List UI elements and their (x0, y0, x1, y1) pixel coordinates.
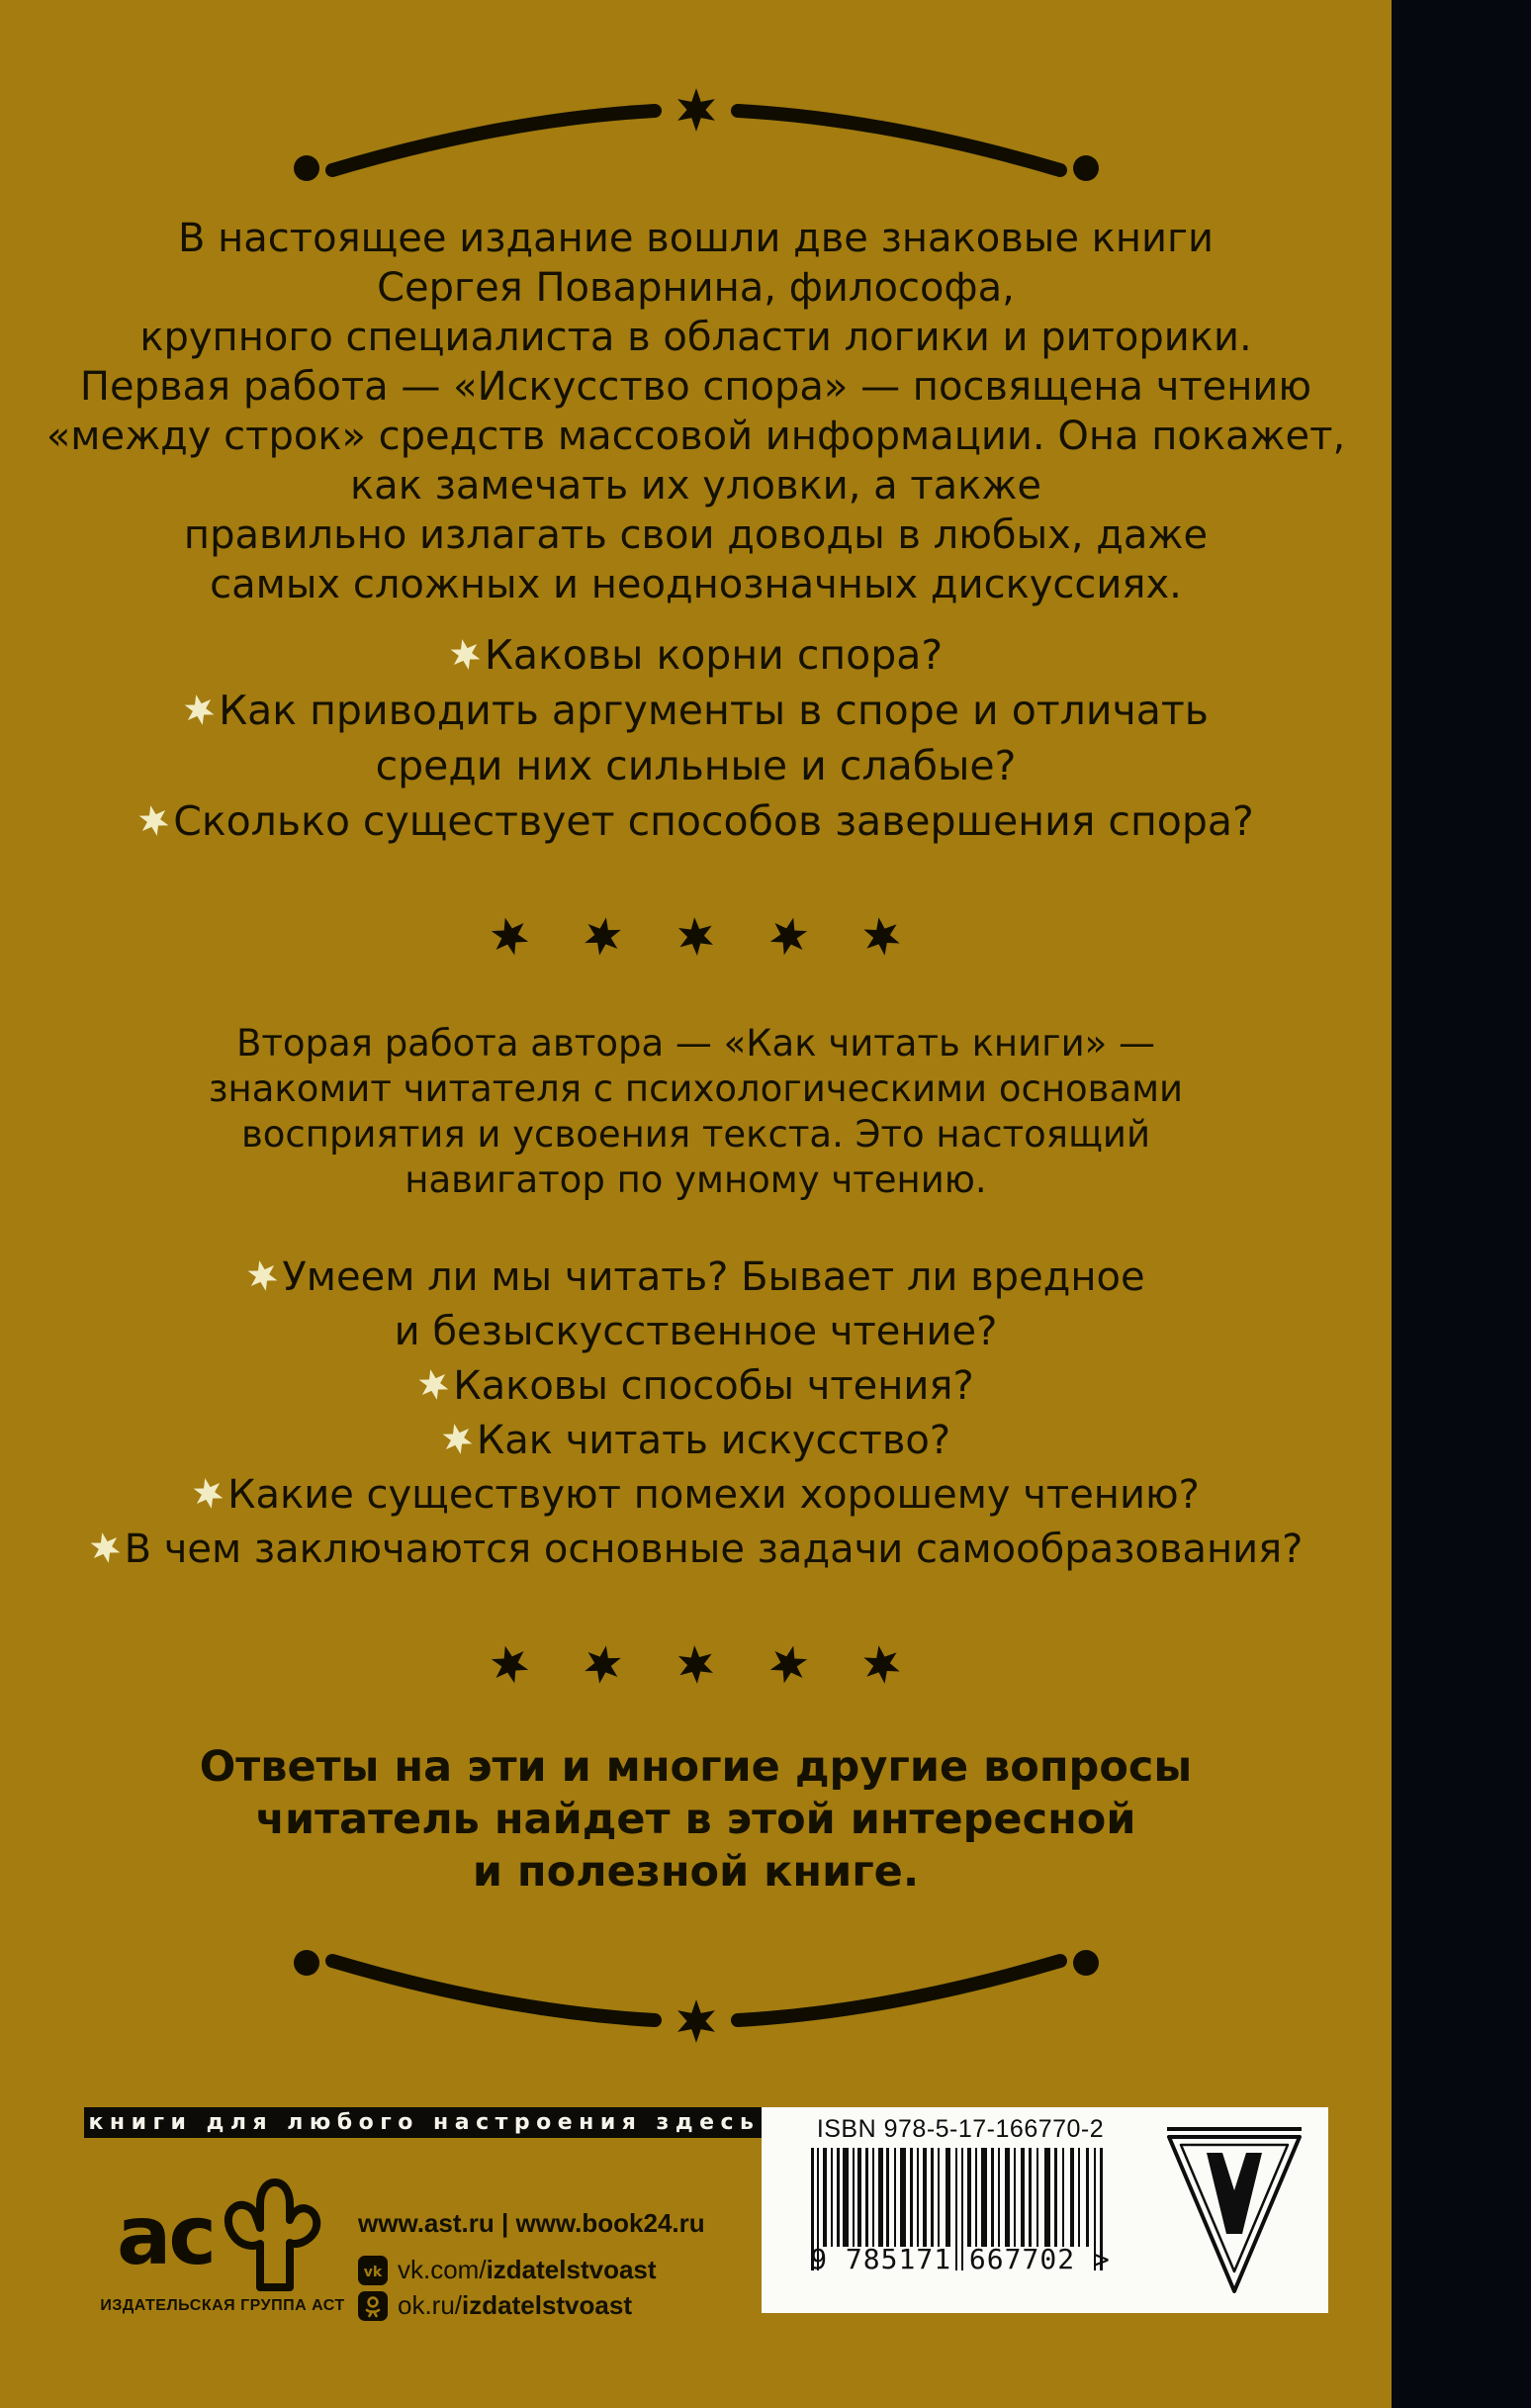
star-bullet-icon (189, 1473, 227, 1512)
star-bullet-icon (243, 1255, 282, 1294)
arc-star-divider-icon (291, 81, 1102, 190)
question-list-1 (0, 627, 1392, 849)
intro-line: «между строк» средств массовой информации. Она покажет, (45, 414, 1346, 459)
star-icon (580, 1641, 626, 1688)
ast-caption: ИЗДАТЕЛЬСКАЯ ГРУППА АСТ (100, 2297, 345, 2314)
vk-icon (358, 2256, 388, 2285)
question-item (0, 683, 1392, 793)
ok-account: izdatelstvoast (462, 2290, 632, 2320)
five-star-divider (0, 916, 1392, 957)
ok-handle (398, 2290, 632, 2321)
star-icon (485, 912, 534, 962)
intro-line: самых сложных и неоднозначных дискуссиях. (210, 562, 1182, 607)
vk-handle (398, 2255, 657, 2285)
top-ornament (0, 81, 1392, 190)
star-bullet-icon (446, 634, 485, 673)
question-text: Каковы корни спора? (484, 631, 944, 679)
ok-prefix: ok.ru/ (398, 2290, 463, 2320)
isbn-number: ISBN 978-5-17-166770-2 (816, 2115, 1105, 2143)
question-text: Каковы способы чтения? (453, 1363, 974, 1409)
ast-logo-block (91, 2153, 354, 2315)
ok-row[interactable] (358, 2290, 773, 2321)
work2-line: знакомит читателя с психологическими основами (208, 1067, 1184, 1110)
svg-text:vk: vk (363, 2264, 383, 2280)
question-text-wrap: среди них сильные и слабые? (375, 742, 1017, 789)
work2-line: Вторая работа автора — «Как читать книги» — (235, 1022, 1156, 1065)
question-text: Умеем ли мы читать? Бывает ли вредное (282, 1254, 1145, 1300)
star-icon (675, 915, 718, 959)
second-work-paragraph (0, 1021, 1392, 1203)
question-item (0, 1414, 1392, 1468)
work2-line: восприятия и усвоения текста. Это настоящий (240, 1113, 1151, 1156)
question-text: Какие существуют помехи хорошему чтению? (227, 1472, 1200, 1518)
intro-line: крупного специалиста в области логики и риторики. (139, 315, 1252, 360)
question-item (0, 1468, 1392, 1523)
spine-strip (1392, 0, 1531, 2408)
outro-line: и полезной книге. (472, 1847, 920, 1897)
publisher-slogan-banner: книги для любого настроения здесь (84, 2107, 765, 2138)
bottom-ornament (0, 1941, 1392, 2050)
svg-text:ас: ас (117, 2189, 214, 2283)
ast-logo-icon (115, 2153, 330, 2291)
vk-row[interactable] (358, 2255, 773, 2285)
star-icon (580, 913, 626, 960)
question-text: Как читать искусство? (476, 1418, 951, 1463)
ok-icon (358, 2291, 388, 2321)
star-bullet-icon (135, 800, 173, 839)
question-item (0, 1359, 1392, 1414)
star-bullet-icon (180, 690, 219, 728)
five-star-divider (0, 1644, 1392, 1685)
intro-line: как замечать их уловки, а также (350, 463, 1041, 509)
star-bullet-icon (414, 1364, 453, 1403)
publisher-links (358, 2208, 773, 2321)
intro-line: В настоящее издание вошли две знаковые книги (177, 216, 1214, 261)
question-list-2 (0, 1250, 1392, 1577)
publisher-websites[interactable]: www.ast.ru | www.book24.ru (358, 2208, 705, 2238)
vk-account: izdatelstvoast (486, 2255, 657, 2284)
arc-star-divider-icon (291, 1941, 1102, 2050)
question-text: Как приводить аргументы в споре и отличать (219, 687, 1209, 734)
isbn-panel (762, 2107, 1328, 2313)
barcode-digits: 9 785171 667702 > (810, 2243, 1111, 2275)
question-text: В чем заключаются основные задачи самообразования? (124, 1527, 1304, 1572)
question-item (0, 1523, 1392, 1577)
star-icon (765, 1640, 814, 1690)
question-item (0, 1250, 1392, 1359)
vk-prefix: vk.com/ (398, 2255, 487, 2284)
question-item (0, 627, 1392, 683)
star-icon (858, 1641, 905, 1688)
barcode-block (795, 2115, 1126, 2275)
intro-line: Сергея Поварнина, философа, (377, 265, 1015, 311)
v-imprint-logo-icon (1165, 2125, 1304, 2295)
star-icon (675, 1643, 718, 1687)
intro-paragraph (0, 214, 1392, 609)
star-icon (765, 912, 814, 962)
question-text: Сколько существует способов завершения спора? (173, 797, 1254, 845)
question-text-wrap: и безыскусственное чтение? (394, 1309, 998, 1354)
star-icon (485, 1640, 534, 1690)
intro-line: правильно излагать свои доводы в любых, даже (183, 512, 1209, 558)
question-item (0, 793, 1392, 849)
star-bullet-icon (438, 1419, 477, 1457)
work2-line: навигатор по умному чтению. (405, 1158, 987, 1201)
intro-line: Первая работа — «Искусство спора» — посвящена чтению (79, 364, 1312, 410)
star-icon (858, 913, 905, 960)
outro-line: читатель найдет в этой интересной (255, 1795, 1136, 1844)
outro-line: Ответы на эти и многие другие вопросы (199, 1742, 1193, 1792)
outro-paragraph (0, 1741, 1392, 1899)
star-bullet-icon (86, 1528, 125, 1566)
